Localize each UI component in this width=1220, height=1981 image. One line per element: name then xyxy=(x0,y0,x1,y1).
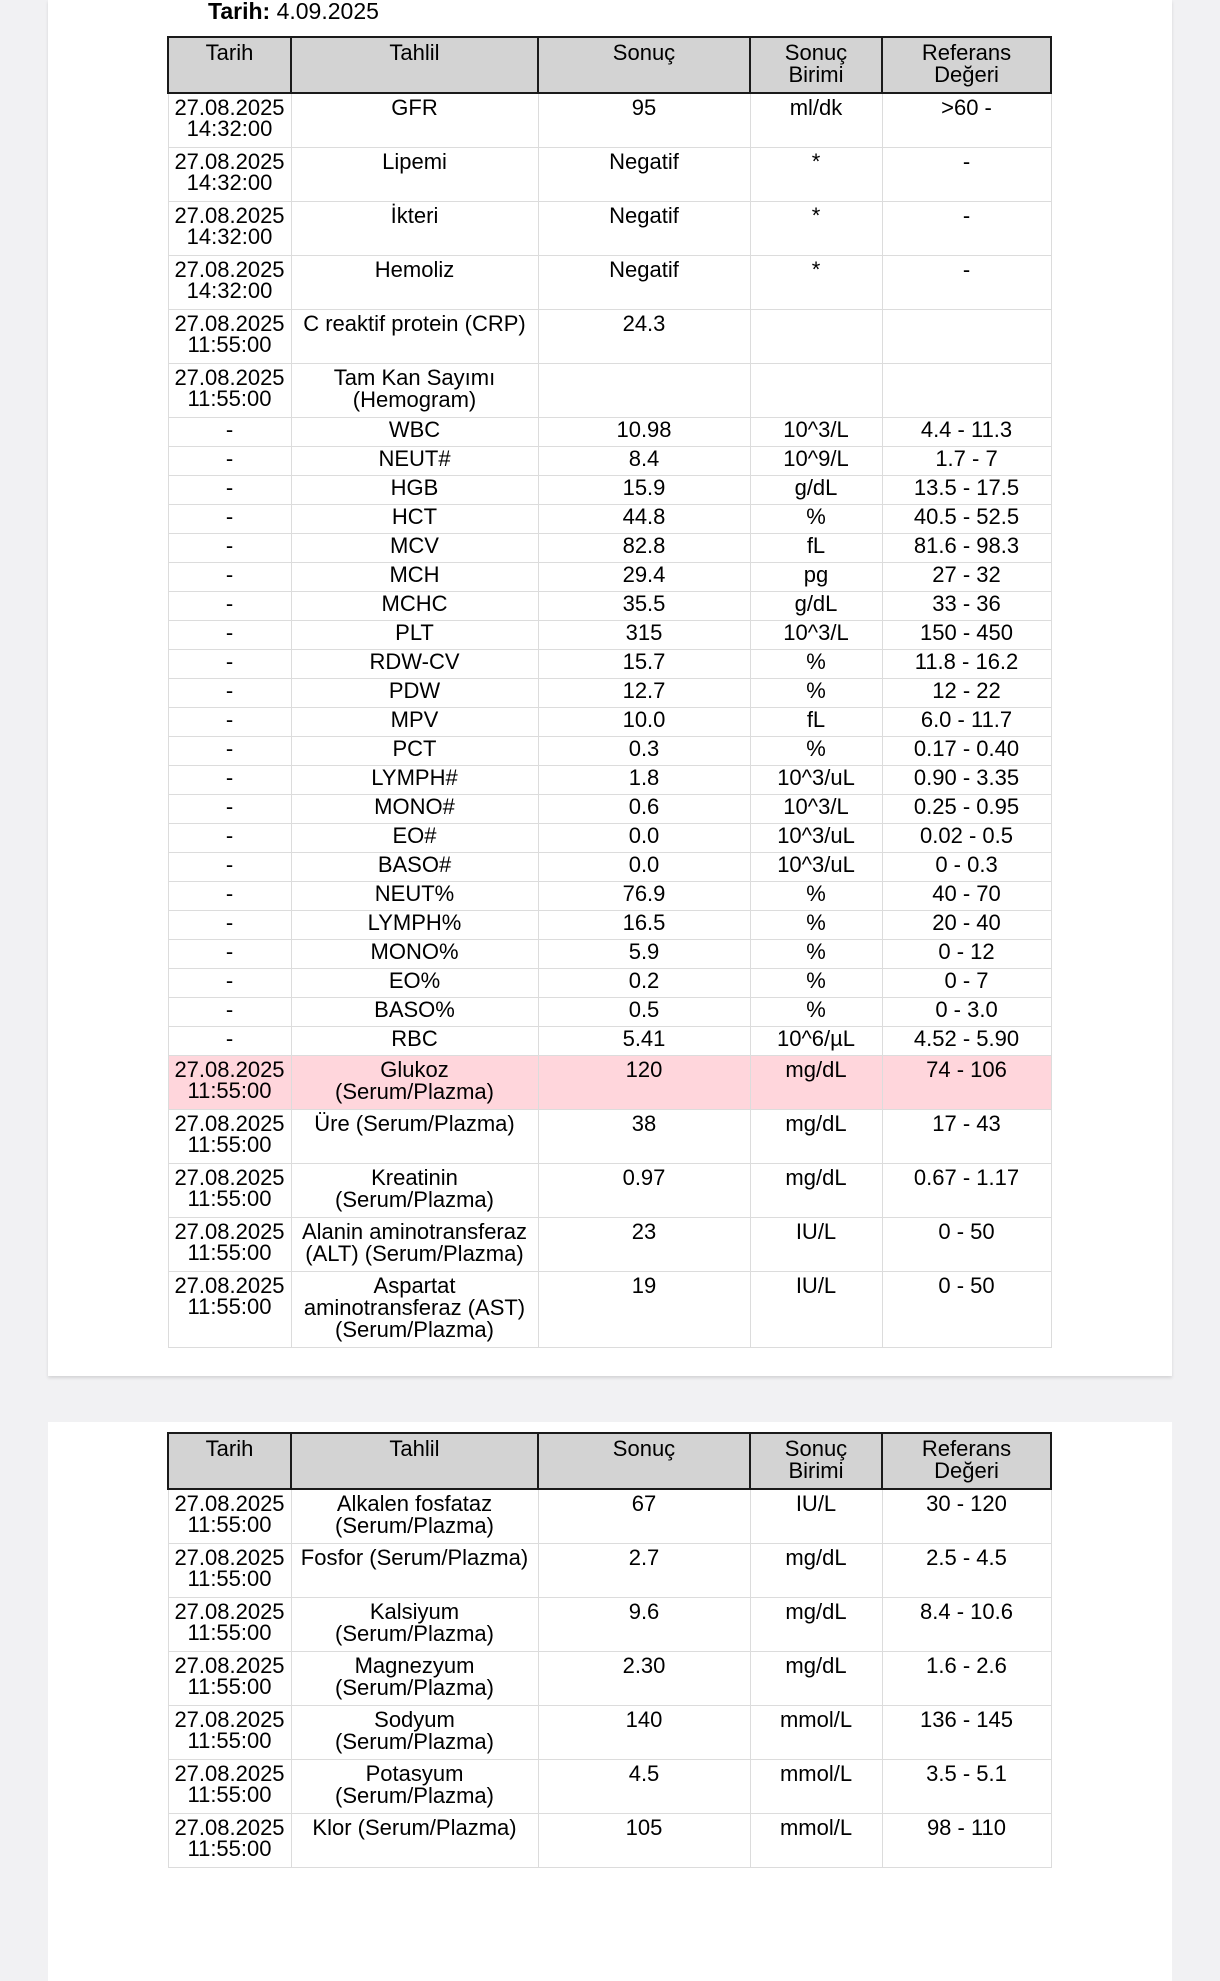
cell-birim: mg/dL xyxy=(750,1598,882,1652)
cell-tahlil: Aspartat aminotransferaz (AST) (Serum/Plazma) xyxy=(291,1272,538,1348)
cell-birim: % xyxy=(750,940,882,969)
cell-referans: 0 - 50 xyxy=(882,1272,1051,1348)
cell-referans: 3.5 - 5.1 xyxy=(882,1760,1051,1814)
table-row xyxy=(168,1598,1051,1652)
cell-tarih: - xyxy=(168,679,291,708)
cell-tarih: 27.08.2025 14:32:00 xyxy=(168,256,291,310)
cell-tahlil: RDW-CV xyxy=(291,650,538,679)
cell-referans: 40 - 70 xyxy=(882,882,1051,911)
cell-birim: mg/dL xyxy=(750,1110,882,1164)
table-row xyxy=(168,1272,1051,1348)
cell-tarih: - xyxy=(168,708,291,737)
cell-sonuc: 95 xyxy=(538,93,750,148)
cell-tahlil: Alkalen fosfataz (Serum/Plazma) xyxy=(291,1489,538,1544)
cell-sonuc: 16.5 xyxy=(538,911,750,940)
cell-sonuc: 105 xyxy=(538,1814,750,1868)
table-row xyxy=(168,1760,1051,1814)
cell-sonuc: 44.8 xyxy=(538,505,750,534)
cell-tahlil: HCT xyxy=(291,505,538,534)
cell-birim: ml/dk xyxy=(750,93,882,148)
table-row xyxy=(168,1164,1051,1218)
cell-sonuc: 10.98 xyxy=(538,418,750,447)
cell-tahlil: Magnezyum (Serum/Plazma) xyxy=(291,1652,538,1706)
cell-birim: % xyxy=(750,969,882,998)
cell-birim: 10^3/uL xyxy=(750,824,882,853)
table-row xyxy=(168,447,1051,476)
cell-sonuc: 5.9 xyxy=(538,940,750,969)
cell-sonuc: 29.4 xyxy=(538,563,750,592)
table-row xyxy=(168,93,1051,148)
cell-tarih: - xyxy=(168,621,291,650)
cell-tarih: - xyxy=(168,853,291,882)
cell-tahlil: EO# xyxy=(291,824,538,853)
table-row xyxy=(168,310,1051,364)
cell-tarih: - xyxy=(168,534,291,563)
cell-tahlil: Hemoliz xyxy=(291,256,538,310)
cell-birim: IU/L xyxy=(750,1489,882,1544)
cell-tahlil: Klor (Serum/Plazma) xyxy=(291,1814,538,1868)
table-row xyxy=(168,998,1051,1027)
cell-tahlil: MCH xyxy=(291,563,538,592)
cell-tarih: - xyxy=(168,505,291,534)
cell-sonuc xyxy=(538,364,750,418)
cell-tarih: 27.08.2025 11:55:00 xyxy=(168,1544,291,1598)
cell-birim: % xyxy=(750,911,882,940)
table-row xyxy=(168,940,1051,969)
cell-birim xyxy=(750,364,882,418)
report-date-label: Tarih: xyxy=(208,0,271,24)
results-body-2 xyxy=(168,1489,1051,1868)
table-row xyxy=(168,679,1051,708)
cell-referans: 12 - 22 xyxy=(882,679,1051,708)
cell-tarih: 27.08.2025 11:55:00 xyxy=(168,1056,291,1110)
cell-tahlil: Kreatinin (Serum/Plazma) xyxy=(291,1164,538,1218)
table-row xyxy=(168,202,1051,256)
cell-tahlil: MCHC xyxy=(291,592,538,621)
cell-sonuc: 2.7 xyxy=(538,1544,750,1598)
cell-tarih: 27.08.2025 11:55:00 xyxy=(168,1706,291,1760)
cell-referans: - xyxy=(882,256,1051,310)
cell-sonuc: 9.6 xyxy=(538,1598,750,1652)
report-page-2 xyxy=(48,1422,1172,1981)
col-header-sonuc: Sonuç xyxy=(538,1433,750,1489)
col-header-tarih: Tarih xyxy=(168,1433,291,1489)
cell-sonuc: 38 xyxy=(538,1110,750,1164)
cell-referans: 40.5 - 52.5 xyxy=(882,505,1051,534)
cell-referans: 4.4 - 11.3 xyxy=(882,418,1051,447)
cell-referans: 98 - 110 xyxy=(882,1814,1051,1868)
cell-sonuc: Negatif xyxy=(538,202,750,256)
cell-sonuc: 35.5 xyxy=(538,592,750,621)
cell-birim: g/dL xyxy=(750,476,882,505)
table-row xyxy=(168,505,1051,534)
cell-tarih: - xyxy=(168,969,291,998)
cell-referans: 0.25 - 0.95 xyxy=(882,795,1051,824)
cell-sonuc: 0.0 xyxy=(538,824,750,853)
cell-tarih: 27.08.2025 14:32:00 xyxy=(168,148,291,202)
cell-referans: 0.17 - 0.40 xyxy=(882,737,1051,766)
table-row xyxy=(168,795,1051,824)
cell-tahlil: Sodyum (Serum/Plazma) xyxy=(291,1706,538,1760)
results-table-1 xyxy=(167,36,1052,1348)
cell-tarih: - xyxy=(168,824,291,853)
cell-tarih: - xyxy=(168,795,291,824)
cell-tarih: - xyxy=(168,447,291,476)
cell-referans: 1.7 - 7 xyxy=(882,447,1051,476)
cell-tahlil: BASO# xyxy=(291,853,538,882)
cell-tahlil: MCV xyxy=(291,534,538,563)
cell-sonuc: 120 xyxy=(538,1056,750,1110)
cell-tahlil: MONO% xyxy=(291,940,538,969)
cell-tahlil: C reaktif protein (CRP) xyxy=(291,310,538,364)
cell-sonuc: 23 xyxy=(538,1218,750,1272)
cell-referans: 0 - 3.0 xyxy=(882,998,1051,1027)
table-row xyxy=(168,737,1051,766)
cell-birim xyxy=(750,310,882,364)
cell-birim: IU/L xyxy=(750,1272,882,1348)
cell-referans: 27 - 32 xyxy=(882,563,1051,592)
col-header-referans: Referans Değeri xyxy=(882,1433,1051,1489)
cell-birim: mmol/L xyxy=(750,1814,882,1868)
table-row xyxy=(168,1706,1051,1760)
cell-birim: * xyxy=(750,202,882,256)
cell-tahlil: HGB xyxy=(291,476,538,505)
cell-sonuc: 1.8 xyxy=(538,766,750,795)
cell-referans: 0 - 50 xyxy=(882,1218,1051,1272)
cell-sonuc: 0.0 xyxy=(538,853,750,882)
cell-tahlil: Potasyum (Serum/Plazma) xyxy=(291,1760,538,1814)
cell-sonuc: 5.41 xyxy=(538,1027,750,1056)
cell-tahlil: GFR xyxy=(291,93,538,148)
cell-tahlil: WBC xyxy=(291,418,538,447)
cell-referans: 0.67 - 1.17 xyxy=(882,1164,1051,1218)
table-row-flagged xyxy=(168,1056,1051,1110)
cell-birim: 10^3/L xyxy=(750,795,882,824)
cell-birim: fL xyxy=(750,708,882,737)
cell-birim: * xyxy=(750,148,882,202)
cell-referans: 2.5 - 4.5 xyxy=(882,1544,1051,1598)
col-header-tahlil: Tahlil xyxy=(291,1433,538,1489)
cell-tahlil: LYMPH% xyxy=(291,911,538,940)
cell-birim: pg xyxy=(750,563,882,592)
cell-referans: - xyxy=(882,148,1051,202)
cell-birim: mg/dL xyxy=(750,1056,882,1110)
col-header-tarih: Tarih xyxy=(168,37,291,93)
cell-birim: 10^3/uL xyxy=(750,766,882,795)
table-row xyxy=(168,882,1051,911)
table-row xyxy=(168,1218,1051,1272)
cell-sonuc: 67 xyxy=(538,1489,750,1544)
cell-sonuc: 15.9 xyxy=(538,476,750,505)
cell-birim: * xyxy=(750,256,882,310)
table-row xyxy=(168,853,1051,882)
table-row xyxy=(168,418,1051,447)
cell-tarih: - xyxy=(168,911,291,940)
cell-sonuc: 24.3 xyxy=(538,310,750,364)
table-row xyxy=(168,1489,1051,1544)
cell-tarih: - xyxy=(168,1027,291,1056)
table-row xyxy=(168,563,1051,592)
cell-birim: 10^9/L xyxy=(750,447,882,476)
cell-referans: 81.6 - 98.3 xyxy=(882,534,1051,563)
col-header-tahlil: Tahlil xyxy=(291,37,538,93)
cell-sonuc: 19 xyxy=(538,1272,750,1348)
cell-birim: mg/dL xyxy=(750,1164,882,1218)
cell-birim: % xyxy=(750,882,882,911)
cell-sonuc: 315 xyxy=(538,621,750,650)
cell-tahlil: Tam Kan Sayımı (Hemogram) xyxy=(291,364,538,418)
cell-referans xyxy=(882,310,1051,364)
table-row xyxy=(168,766,1051,795)
cell-birim: % xyxy=(750,505,882,534)
table-row xyxy=(168,364,1051,418)
cell-tarih: - xyxy=(168,737,291,766)
cell-tarih: 27.08.2025 11:55:00 xyxy=(168,1218,291,1272)
cell-sonuc: 8.4 xyxy=(538,447,750,476)
table-header-row xyxy=(168,37,1051,93)
cell-tarih: 27.08.2025 14:32:00 xyxy=(168,93,291,148)
cell-tahlil: Fosfor (Serum/Plazma) xyxy=(291,1544,538,1598)
cell-sonuc: 12.7 xyxy=(538,679,750,708)
cell-sonuc: Negatif xyxy=(538,148,750,202)
cell-tarih: - xyxy=(168,882,291,911)
cell-tarih: 27.08.2025 11:55:00 xyxy=(168,1760,291,1814)
cell-referans: 11.8 - 16.2 xyxy=(882,650,1051,679)
cell-referans: 20 - 40 xyxy=(882,911,1051,940)
cell-tahlil: PDW xyxy=(291,679,538,708)
cell-tahlil: PCT xyxy=(291,737,538,766)
cell-tarih: 27.08.2025 11:55:00 xyxy=(168,1652,291,1706)
cell-referans: 0 - 0.3 xyxy=(882,853,1051,882)
cell-sonuc: 140 xyxy=(538,1706,750,1760)
table-row xyxy=(168,592,1051,621)
cell-birim: mmol/L xyxy=(750,1706,882,1760)
report-date-value: 4.09.2025 xyxy=(276,0,379,24)
cell-tarih: 27.08.2025 11:55:00 xyxy=(168,364,291,418)
cell-sonuc: Negatif xyxy=(538,256,750,310)
cell-tarih: - xyxy=(168,998,291,1027)
col-header-referans: Referans Değeri xyxy=(882,37,1051,93)
cell-sonuc: 82.8 xyxy=(538,534,750,563)
table-row xyxy=(168,1652,1051,1706)
cell-tarih: - xyxy=(168,476,291,505)
cell-referans: 4.52 - 5.90 xyxy=(882,1027,1051,1056)
table-row xyxy=(168,911,1051,940)
col-header-sonuc: Sonuç xyxy=(538,37,750,93)
cell-birim: 10^3/L xyxy=(750,621,882,650)
cell-birim: fL xyxy=(750,534,882,563)
cell-birim: g/dL xyxy=(750,592,882,621)
cell-tahlil: Kalsiyum (Serum/Plazma) xyxy=(291,1598,538,1652)
table-row xyxy=(168,1544,1051,1598)
table-row xyxy=(168,969,1051,998)
cell-birim: 10^6/µL xyxy=(750,1027,882,1056)
table-row xyxy=(168,708,1051,737)
cell-tahlil: Lipemi xyxy=(291,148,538,202)
report-date xyxy=(208,0,379,24)
col-header-birim: Sonuç Birimi xyxy=(750,1433,882,1489)
cell-referans: 6.0 - 11.7 xyxy=(882,708,1051,737)
cell-tahlil: LYMPH# xyxy=(291,766,538,795)
cell-referans xyxy=(882,364,1051,418)
cell-referans: 33 - 36 xyxy=(882,592,1051,621)
cell-referans: - xyxy=(882,202,1051,256)
table-row xyxy=(168,1027,1051,1056)
cell-tarih: 27.08.2025 11:55:00 xyxy=(168,1272,291,1348)
cell-tahlil: RBC xyxy=(291,1027,538,1056)
cell-referans: 136 - 145 xyxy=(882,1706,1051,1760)
col-header-birim: Sonuç Birimi xyxy=(750,37,882,93)
cell-birim: % xyxy=(750,737,882,766)
cell-tarih: 27.08.2025 11:55:00 xyxy=(168,1814,291,1868)
cell-tahlil: MONO# xyxy=(291,795,538,824)
cell-birim: % xyxy=(750,679,882,708)
cell-referans: 0 - 7 xyxy=(882,969,1051,998)
cell-tahlil: NEUT# xyxy=(291,447,538,476)
cell-tarih: 27.08.2025 11:55:00 xyxy=(168,1110,291,1164)
cell-sonuc: 0.97 xyxy=(538,1164,750,1218)
cell-referans: 0 - 12 xyxy=(882,940,1051,969)
table-row xyxy=(168,476,1051,505)
table-row xyxy=(168,1814,1051,1868)
cell-sonuc: 2.30 xyxy=(538,1652,750,1706)
table-row xyxy=(168,650,1051,679)
cell-birim: IU/L xyxy=(750,1218,882,1272)
cell-tahlil: BASO% xyxy=(291,998,538,1027)
cell-sonuc: 0.2 xyxy=(538,969,750,998)
cell-tahlil: NEUT% xyxy=(291,882,538,911)
cell-tarih: 27.08.2025 11:55:00 xyxy=(168,1489,291,1544)
results-body-1 xyxy=(168,93,1051,1348)
cell-referans: 1.6 - 2.6 xyxy=(882,1652,1051,1706)
cell-sonuc: 76.9 xyxy=(538,882,750,911)
cell-birim: % xyxy=(750,998,882,1027)
table-row xyxy=(168,534,1051,563)
cell-referans: 13.5 - 17.5 xyxy=(882,476,1051,505)
cell-birim: mg/dL xyxy=(750,1652,882,1706)
cell-sonuc: 0.6 xyxy=(538,795,750,824)
results-table-2 xyxy=(167,1432,1052,1868)
cell-referans: 0.90 - 3.35 xyxy=(882,766,1051,795)
cell-tarih: - xyxy=(168,650,291,679)
cell-tarih: 27.08.2025 11:55:00 xyxy=(168,310,291,364)
table-row xyxy=(168,148,1051,202)
table-header-row xyxy=(168,1433,1051,1489)
cell-sonuc: 10.0 xyxy=(538,708,750,737)
cell-tarih: - xyxy=(168,418,291,447)
cell-tarih: - xyxy=(168,766,291,795)
cell-sonuc: 0.3 xyxy=(538,737,750,766)
cell-tarih: 27.08.2025 11:55:00 xyxy=(168,1164,291,1218)
cell-referans: 150 - 450 xyxy=(882,621,1051,650)
cell-birim: mmol/L xyxy=(750,1760,882,1814)
cell-tahlil: İkteri xyxy=(291,202,538,256)
cell-tarih: - xyxy=(168,563,291,592)
table-row xyxy=(168,1110,1051,1164)
table-row xyxy=(168,256,1051,310)
cell-birim: 10^3/uL xyxy=(750,853,882,882)
cell-referans: 17 - 43 xyxy=(882,1110,1051,1164)
cell-referans: 74 - 106 xyxy=(882,1056,1051,1110)
cell-birim: mg/dL xyxy=(750,1544,882,1598)
cell-referans: 30 - 120 xyxy=(882,1489,1051,1544)
cell-tarih: - xyxy=(168,592,291,621)
report-page-1 xyxy=(48,0,1172,1376)
table-row xyxy=(168,824,1051,853)
cell-tarih: - xyxy=(168,940,291,969)
cell-tarih: 27.08.2025 14:32:00 xyxy=(168,202,291,256)
cell-referans: 0.02 - 0.5 xyxy=(882,824,1051,853)
cell-sonuc: 4.5 xyxy=(538,1760,750,1814)
cell-referans: >60 - xyxy=(882,93,1051,148)
cell-tahlil: Glukoz (Serum/Plazma) xyxy=(291,1056,538,1110)
cell-tahlil: MPV xyxy=(291,708,538,737)
cell-sonuc: 0.5 xyxy=(538,998,750,1027)
table-row xyxy=(168,621,1051,650)
cell-tahlil: PLT xyxy=(291,621,538,650)
cell-referans: 8.4 - 10.6 xyxy=(882,1598,1051,1652)
cell-birim: % xyxy=(750,650,882,679)
cell-tarih: 27.08.2025 11:55:00 xyxy=(168,1598,291,1652)
cell-tahlil: EO% xyxy=(291,969,538,998)
cell-tahlil: Üre (Serum/Plazma) xyxy=(291,1110,538,1164)
cell-sonuc: 15.7 xyxy=(538,650,750,679)
cell-birim: 10^3/L xyxy=(750,418,882,447)
cell-tahlil: Alanin aminotransferaz (ALT) (Serum/Plazma) xyxy=(291,1218,538,1272)
